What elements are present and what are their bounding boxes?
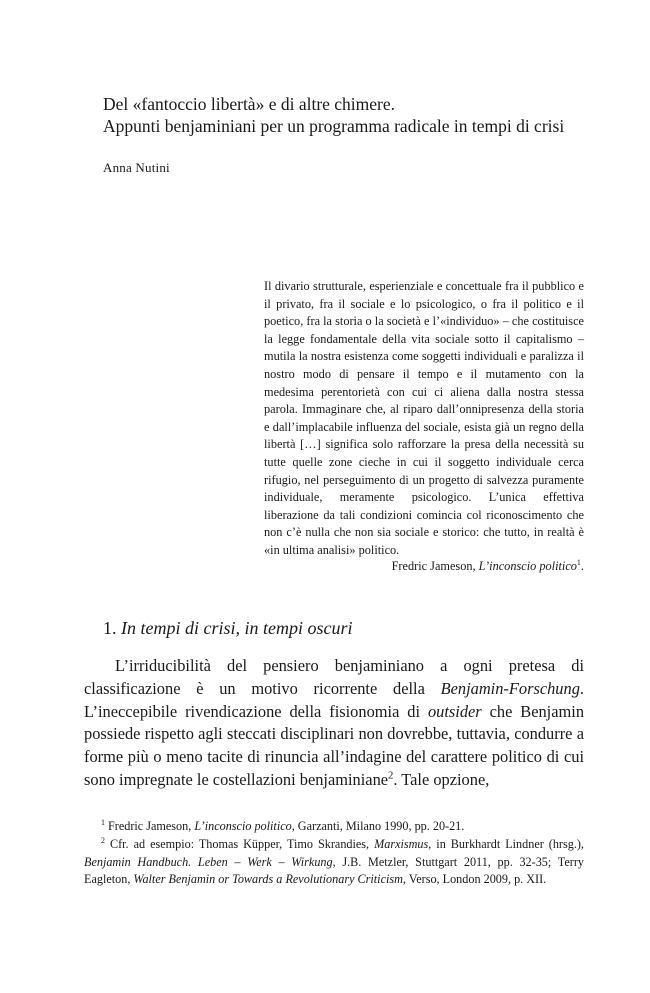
section-number: 1.: [103, 618, 117, 638]
footnotes: [84, 818, 584, 889]
body-paragraph: [84, 655, 584, 792]
body-italic-1: Benjamin-Forschung: [440, 678, 580, 698]
article-title: [103, 93, 623, 137]
body-text-2: . L’ineccepibile rivendicazione della fisionomia di: [84, 678, 584, 721]
body-italic-2: outsider: [427, 701, 482, 721]
footnote-1-text-b: , Garzanti, Milano 1990, pp. 20-21.: [291, 819, 465, 833]
body-text-3: che Benjamin possiede rispetto agli steccati disciplinari non dovrebbe, tuttavia, condurre a forme più o meno tacite di rinuncia all’indagine del carattere politico di cui sono impregnate le costellazioni benjaminiane: [84, 701, 585, 789]
footnote-2-text-a: Cfr. ad esempio: Thomas Küpper, Timo Skrandies,: [104, 836, 375, 851]
footnote-2-italic-c: Walter Benjamin or Towards a Revolutionary Criticism: [133, 872, 403, 887]
body-text-4: . Tale opzione,: [393, 769, 490, 789]
epigraph-quote: Il divario strutturale, esperienziale e concettuale fra il pubblico e il privato, fra il sociale e lo psicologico, o fra il politico e il poetico, fra la storia o la società e l’«individuo» – che costituisce la legge fondamentale della vita sociale sotto il capitalismo – mutila la nostra esistenza come soggetti individuali e paralizza il nostro modo di pensare il tempo e il mutamento con la medesima perentorietà con cui ci aliena dalla nostra stessa parola. Immaginare che, al riparo dall’onnipresenza della storia e dall’implacabile influenza del sociale, esista già un regno della libertà […] significa solo rafforzare la presa della necessità su tutte quelle zone cieche in cui il soggetto individuale cerca rifugio, nel perseguimento di un progetto di salvezza puramente individuale, meramente psicologico. L’unica effettiva liberazione da tali condizioni comincia col riconoscimento che non c’è nulla che non sia sociale e storico: che tutto, in realtà è «in ultima analisi» politico.: [264, 279, 584, 557]
footnote-2-text-c: , J.B. Metzler, Stuttgart 2011, pp. 32-35; Terry Eagleton,: [84, 854, 584, 887]
footnote-ref-2[interactable]: 2: [388, 770, 394, 782]
title-line-2: Appunti benjaminiani per un programma radicale in tempi di crisi: [103, 116, 565, 136]
footnote-1-mark: 1: [101, 817, 105, 827]
footnote-ref-1[interactable]: 1: [576, 557, 581, 567]
attribution-author: Fredric Jameson,: [391, 559, 476, 573]
footnote-2-text-d: , Verso, London 2009, p. XII.: [402, 872, 547, 887]
attribution-end: .: [580, 559, 584, 573]
footnote-1-text-a: Fredric Jameson,: [104, 819, 195, 833]
footnote-1: [84, 818, 584, 836]
body-text-1: L’irriducibilità del pensiero benjaminiano a ogni pretesa di classificazione è un motivo ricorrente della: [84, 656, 584, 698]
footnote-2-mark: 2: [101, 835, 105, 845]
attribution-work: L’inconscio politico: [478, 559, 577, 573]
footnote-2-italic-a: Marxismus: [374, 836, 429, 851]
author-name: Anna Nutini: [103, 160, 170, 175]
epigraph-attribution: [264, 559, 584, 574]
footnote-2: [84, 836, 584, 889]
footnote-2-text-b: , in Burkhardt Lindner (hrsg.),: [428, 836, 584, 851]
footnote-2-italic-b: Benjamin Handbuch. Leben – Werk – Wirkung: [84, 854, 333, 869]
section-title: In tempi di crisi, in tempi oscuri: [121, 618, 353, 638]
section-heading: [103, 618, 352, 639]
footnote-1-italic: L’inconscio politico: [194, 819, 292, 833]
title-line-1: Del «fantoccio libertà» e di altre chimere.: [103, 94, 396, 114]
